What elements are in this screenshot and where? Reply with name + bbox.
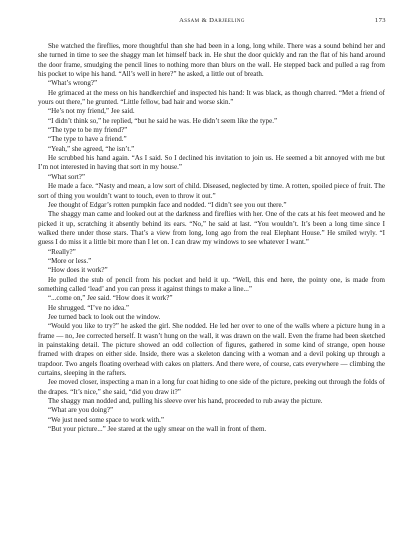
paragraph: “What are you doing?”: [48, 406, 114, 415]
paragraph: “What’s wrong?”: [48, 79, 98, 88]
paragraph: The shaggy man came and looked out at the darkness and fireflies with her. One of the cats at his feet meowed and he picked it up, scratching it absently behind its ears. “No,” he said at last. “You wouldn’t. It’s been a long time since I walked there under those stars. That’s a view from long, long ago from the real Elephant House.” He smiled wryly. “I guess I do miss it a little bit more than I let on. I can draw my windows to see whatever I want.”: [38, 210, 385, 247]
paragraph: He made a face. “Nasty and mean, a low sort of child. Diseased, neglected by time. A rotten, spoiled piece of fruit. The sort of thing you wouldn’t want to touch, even to throw it out.”: [38, 182, 385, 200]
body-text: [38, 42, 385, 434]
paragraph: “Would you like to try?” he asked the girl. She nodded. He led her over to one of the walls where a picture hung in a frame — no, Jee corrected herself. It wasn’t hung on the wall, it was drawn on the wall. Even the frame had been sketched in painstaking detail. The picture showed an odd collection of figures, gathered in some kind of strange, open house framed with drapes on either side. Inside, there was a skeleton dancing with a woman and a devil poking up through a trapdoor. Two angels floating overhead with cakes on platters. And there were, of course, cats everywhere — climbing the curtains, sleeping in the rafters.: [38, 322, 385, 378]
paragraph: Jee thought of Edgar’s rotten pumpkin face and nodded. “I didn’t see you out there.”: [48, 200, 287, 209]
page-number: 173: [374, 17, 386, 24]
paragraph: She watched the fireflies, more thoughtful than she had been in a long, long while. There was a sound behind her and she turned in time to see the shaggy man let himself back in. He shut the door quickly and ran the flat of his hand around the door frame, smudging the pencil lines to nothing more than blurs on the wall. He stepped back and pulled a rag from his pocket to wipe his hand. “All’s well in here?” he asked, a little out of breath.: [38, 42, 385, 79]
paragraph: He shrugged. “I’ve no idea.”: [48, 303, 130, 312]
paragraph: He grimaced at the mess on his handkerchief and inspected his hand: It was black, as though charred. “Met a friend of yours out there,” he grunted. “Little fellow, bad hair and worse skin.”: [38, 88, 385, 107]
paragraph: “The type to have a friend.”: [48, 135, 127, 144]
paragraph: “I didn’t think so,” he replied, “but he said he was. He didn’t seem like the type.”: [48, 116, 278, 125]
paragraph: “We just need some space to work with.”: [48, 415, 165, 424]
paragraph: “The type to be my friend?”: [48, 126, 128, 135]
paragraph: Jee turned back to look out the window.: [48, 312, 161, 321]
paragraph: He pulled the stub of pencil from his pocket and held it up. “Well, this end here, the pointy one, is made from something called ‘lead’ and you can press it against things to make a line...”: [38, 275, 385, 293]
running-title: Assam & Darjeeling: [179, 17, 245, 24]
paragraph: “Really?”: [48, 247, 76, 256]
paragraph: “How does it work?”: [48, 266, 108, 275]
paragraph: The shaggy man nodded and, pulling his sleeve over his hand, proceeded to rub away the picture.: [48, 397, 323, 406]
paragraph: “More or less.”: [48, 256, 92, 265]
paragraph: He scrubbed his hand again. “As I said. So I declined his invitation to join us. He seemed a bit annoyed with me but I’m not interested in having that sort in my house.”: [38, 154, 385, 172]
paragraph: “What sort?”: [48, 172, 85, 181]
paragraph: “...come on,” Jee said. “How does it work?”: [48, 294, 173, 303]
paragraph: Jee moved closer, inspecting a man in a long fur coat hiding to one side of the picture, peeking out through the folds of the drapes. “It’s nice,” she said, “did you draw it?”: [38, 378, 385, 396]
paragraph: “But your picture...” Jee stared at the ugly smear on the wall in front of them.: [48, 425, 267, 434]
paragraph: “He’s not my friend,” Jee said.: [48, 107, 135, 116]
paragraph: “Yeah,” she agreed, “he isn’t.”: [48, 144, 135, 153]
